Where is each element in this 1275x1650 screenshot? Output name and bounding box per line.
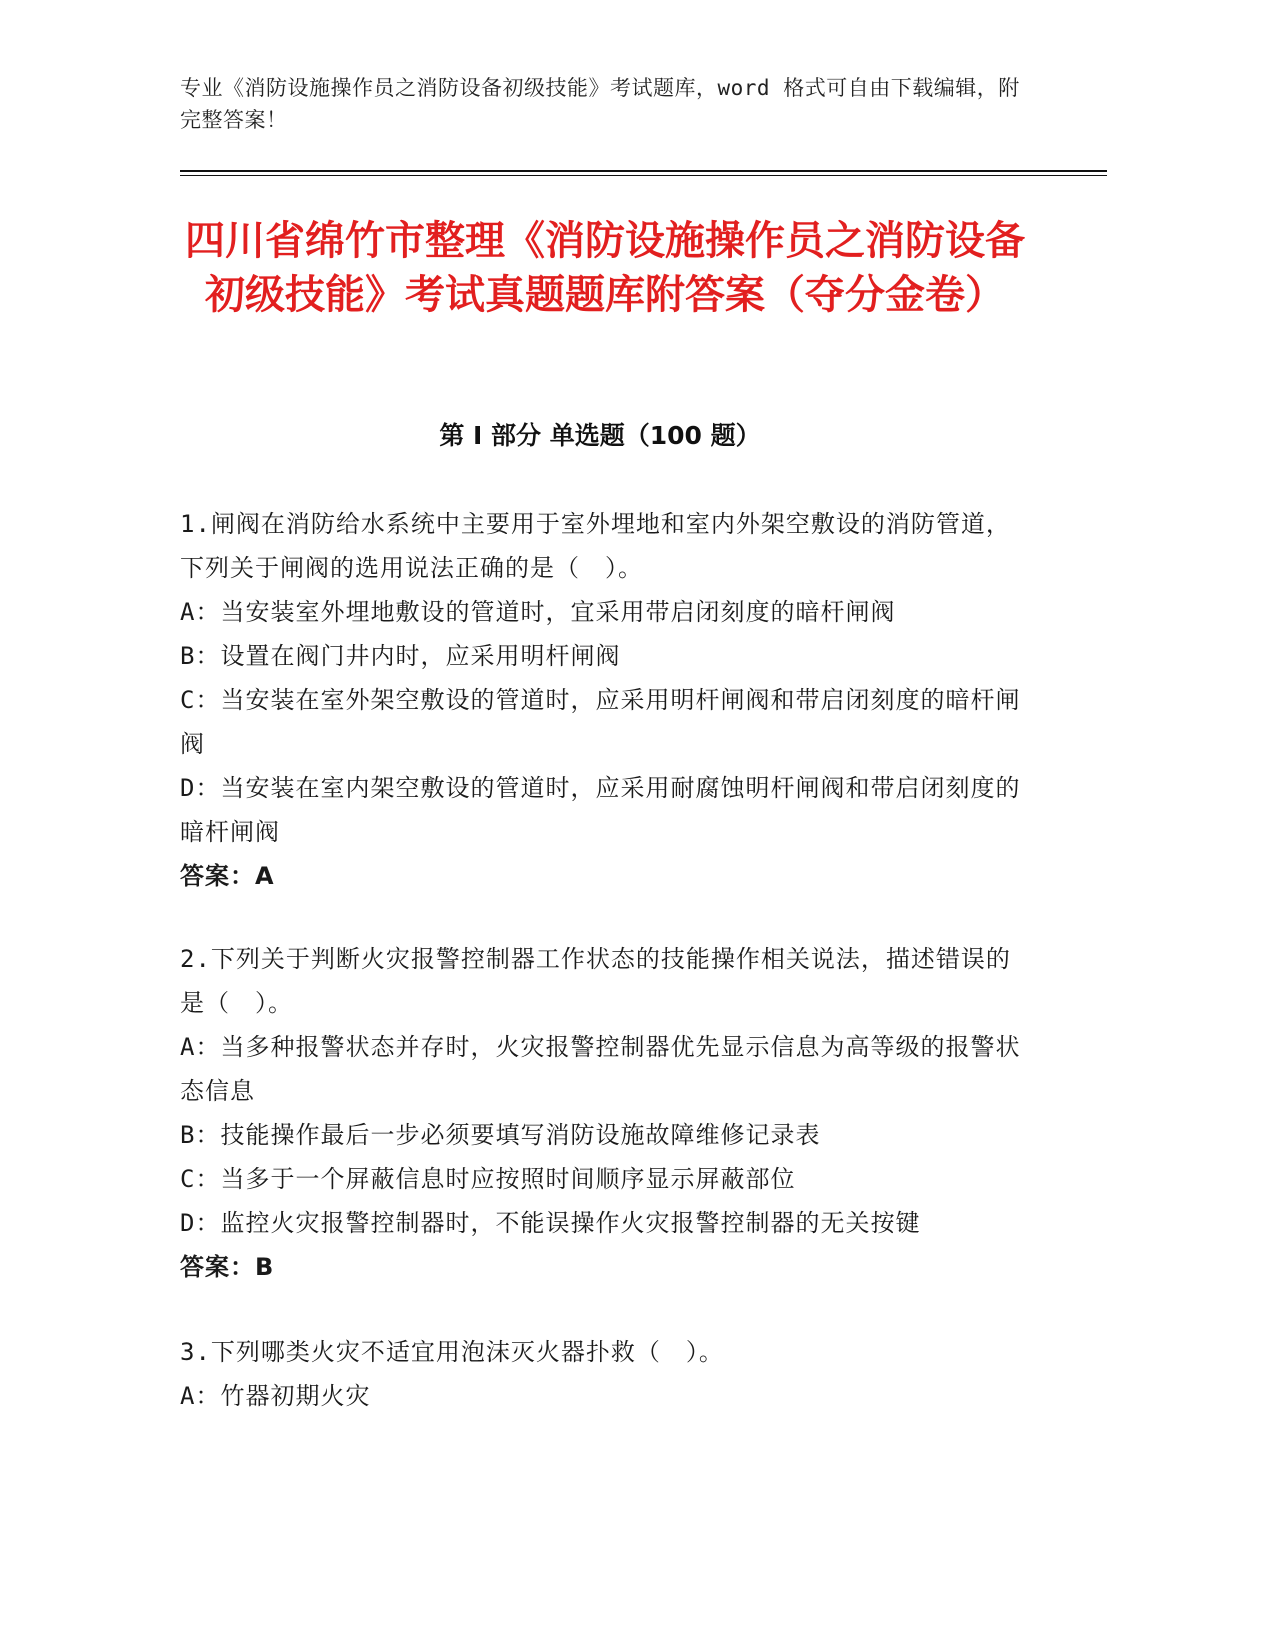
question-stem: 2.下列关于判断火灾报警控制器工作状态的技能操作相关说法，描述错误的是（ ）。 xyxy=(180,945,1011,1017)
option-b: B：设置在阀门井内时，应采用明杆闸阀 xyxy=(180,642,621,670)
question-stem: 3.下列哪类火灾不适宜用泡沫灭火器扑救（ ）。 xyxy=(180,1338,724,1366)
answer: 答案：A xyxy=(180,862,275,890)
answer: 答案：B xyxy=(180,1253,275,1281)
option-d: D：当安装在室内架空敷设的管道时，应采用耐腐蚀明杆闸阀和带启闭刻度的暗杆闸阀 xyxy=(180,774,1021,846)
header-note: 专业《消防设施操作员之消防设备初级技能》考试题库，word 格式可自由下载编辑，附完整答案！ xyxy=(180,76,1020,132)
question-3 xyxy=(180,1330,1030,1418)
option-d: D：监控火灾报警控制器时，不能误操作火灾报警控制器的无关按键 xyxy=(180,1209,921,1237)
option-c: C：当多于一个屏蔽信息时应按照时间顺序显示屏蔽部位 xyxy=(180,1165,796,1193)
option-a: A：竹器初期火灾 xyxy=(180,1382,371,1410)
header-divider-thin xyxy=(180,175,1107,176)
option-a: A：当多种报警状态并存时，火灾报警控制器优先显示信息为高等级的报警状态信息 xyxy=(180,1033,1021,1105)
question-1 xyxy=(180,502,1030,898)
document-title: 四川省绵竹市整理《消防设施操作员之消防设备初级技能》考试真题题库附答案（夺分金卷） xyxy=(185,218,1025,318)
option-a: A：当安装室外埋地敷设的管道时，宜采用带启闭刻度的暗杆闸阀 xyxy=(180,598,896,626)
section-heading: 第 I 部分 单选题（100 题） xyxy=(439,421,761,450)
option-c: C：当安装在室外架空敷设的管道时，应采用明杆闸阀和带启闭刻度的暗杆闸阀 xyxy=(180,686,1021,758)
option-b: B：技能操作最后一步必须要填写消防设施故障维修记录表 xyxy=(180,1121,821,1149)
question-stem: 1.闸阀在消防给水系统中主要用于室外埋地和室内外架空敷设的消防管道，下列关于闸阀的选用说法正确的是（ ）。 xyxy=(180,510,1011,582)
header-divider-thick xyxy=(180,170,1107,172)
question-2 xyxy=(180,937,1030,1289)
